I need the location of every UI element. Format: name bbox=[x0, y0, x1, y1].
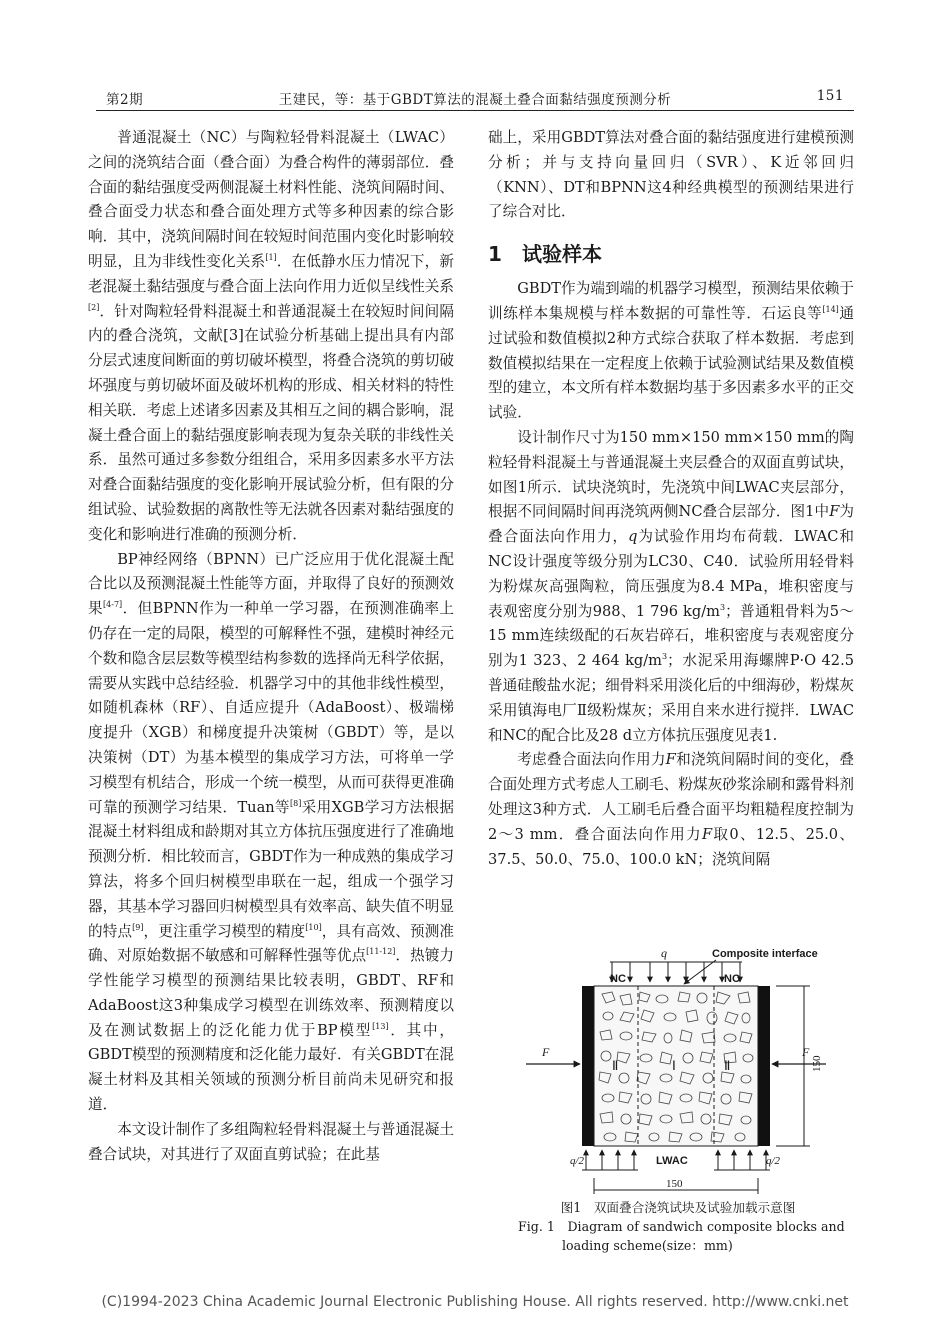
citation: [13] bbox=[372, 1021, 389, 1031]
intro-paragraph-3: 本文设计制作了多组陶粒轻骨料混凝土与普通混凝土叠合试块，对其进行了双面直剪试验；在此基 bbox=[88, 1120, 454, 1163]
label-q2-right: q/2 bbox=[766, 1155, 781, 1167]
page-number: 151 bbox=[816, 88, 844, 104]
citation: [9] bbox=[132, 922, 144, 932]
figure-caption bbox=[508, 1198, 848, 1255]
label-zone-left: Ⅱ bbox=[612, 1058, 619, 1073]
caption-english-line2: loading scheme(size：mm) bbox=[562, 1238, 733, 1253]
label-composite-interface: Composite interface bbox=[712, 948, 818, 960]
label-q: q bbox=[661, 946, 667, 960]
figure-1-diagram bbox=[520, 942, 840, 1196]
top-load-arrows bbox=[612, 962, 740, 982]
label-zone-right: Ⅱ bbox=[724, 1058, 731, 1073]
header-rule bbox=[96, 110, 854, 111]
section-heading bbox=[488, 237, 854, 271]
label-zone-middle: Ⅰ bbox=[672, 1058, 676, 1073]
citation: [8] bbox=[289, 798, 302, 808]
citation: [11-12] bbox=[366, 947, 396, 957]
specimen-block bbox=[594, 986, 758, 1146]
label-f-left: F bbox=[542, 1045, 550, 1059]
section1-paragraph-2: 设计制作尺寸为150 mm×150 mm×150 mm的陶粒轻骨料混凝土与普通混凝土夹层叠合的双面直剪试块，如图1所示．试块浇筑时，先浇筑中间LWAC夹层部分，根据不同间隔时间再浇筑两侧NC叠合层部分．图1中F为叠合面法向作用力，q为试验作用均布荷载．LWAC和NC设计强度等级分别为LC30、C40．试验所用轻骨料为粉煤灰高强陶粒，筒压强度为8.4 MPa，堆积密度与表观密度分别为988、1 796 $kg/m^3$；普通粗骨料为5～15 mm连续级配的石灰岩碎石，堆积密度与表观密度分别为1 323、2 464 $kg/m^3$；水泥采用海螺牌P·O 42.5普通硅酸盐水泥；细骨料采用淡化后的中细海砂，粉煤灰采用镇海电厂Ⅱ级粉煤灰；采用自来水进行搅拌．LWAC和NC的配合比及28 d立方体抗压强度见表1. bbox=[488, 428, 854, 744]
citation: [14] bbox=[822, 305, 839, 315]
left-column bbox=[88, 126, 454, 1167]
left-steel-plate bbox=[582, 986, 594, 1146]
section-title: 试验样本 bbox=[522, 242, 602, 267]
caption-chinese: 图1 双面叠合浇筑试块及试验加载示意图 bbox=[560, 1200, 796, 1215]
intro-paragraph-1: 普通混凝土（NC）与陶粒轻骨料混凝土（LWAC）之间的浇筑结合面（叠合面）为叠合构件的薄弱部位．叠合面的黏结强度受两侧混凝土材料性能、浇筑间隔时间、叠合面受力状态和叠合面处理方式等多种因素的综合影响．其中，浇筑间隔时间在较短时间范围内变化时影响较明显，且为非线性变化关系[1]．在低静水压力情况下，新老混凝土黏结强度与叠合面上法向作用力近似呈线性关系[2]．针对陶粒轻骨料混凝土和普通混凝土在较短时间间隔内的叠合浇筑，文献[3]在试验分析基础上提出具有内部分层式速度间断面的剪切破坏模型，将叠合浇筑的剪切破坏强度与剪切破坏面及破坏机构的形成、相关材料的特性相关联．考虑上述诸多因素及其相互之间的耦合影响，混凝土叠合面上的黏结强度影响表现为复杂关联的非线性关系．虽然可通过多参数分组组合，采用多因素多水平方法对叠合面黏结强度的变化影响开展试验分析，但有限的分组试验、试验数据的离散性等无法就各因素对黏结强度的变化和影响进行准确的预测分析． bbox=[88, 129, 454, 543]
height-dimension bbox=[776, 986, 810, 1146]
citation: [10] bbox=[305, 922, 322, 932]
figure-1 bbox=[520, 942, 840, 1196]
label-lwac: LWAC bbox=[656, 1155, 688, 1167]
intro-paragraph-3-cont: 础上，采用GBDT算法对叠合面的黏结强度进行建模预测分析；并与支持向量回归（SVR）、K近邻回归（KNN）、DT和BPNN这4种经典模型的预测结果进行了综合对比． bbox=[488, 129, 854, 221]
citation: [4-7] bbox=[103, 600, 123, 610]
label-width: 150 bbox=[666, 1178, 683, 1190]
citation: [2] bbox=[88, 302, 100, 312]
composite-pointer bbox=[684, 960, 716, 984]
running-title: 王建民，等：基于GBDT算法的混凝土叠合面黏结强度预测分析 bbox=[278, 92, 672, 108]
section1-paragraph-1: GBDT作为端到端的机器学习模型，预测结果依赖于训练样本集规模与样本数据的可靠性等．石运良等[14]通过试验和数值模拟2种方式综合获取了样本数据．考虑到数值模拟结果在一定程度上依赖于试验测试结果及数值模型的建立，本文所有样本数据均基于多因素多水平的正交试验． bbox=[488, 280, 854, 422]
caption-english bbox=[508, 1217, 848, 1255]
label-nc-right: NC bbox=[724, 973, 740, 985]
caption-english-line1: Fig. 1 Diagram of sandwich composite blocks and bbox=[518, 1219, 845, 1234]
section1-paragraph-3: 考虑叠合面法向作用力F和浇筑间隔时间的变化，叠合面处理方式考虑人工刷毛、粉煤灰砂浆涂刷和露骨料剂处理这3种方式．人工刷毛后叠合面平均粗糙程度控制为2～3 mm．叠合面法向作用力F取0、12.5、25.0、37.5、50.0、75.0、100.0 kN；浇筑间隔 bbox=[488, 751, 854, 868]
section-number: 1 bbox=[488, 242, 502, 267]
intro-paragraph-2: BP神经网络（BPNN）已广泛应用于优化混凝土配合比以及预测混凝土性能等方面，并取得了良好的预测效果[4-7]．但BPNN作为一种单一学习器，在预测准确率上仍存在一定的局限，模型的可解释性不强，建模时神经元个数和隐含层层数等模型结构参数的选择尚无科学依据，需要从实践中总结经验．机器学习中的其他非线性模型，如随机森林（RF）、自适应提升（AdaBoost）、极端梯度提升（XGB）和梯度提升决策树（GBDT）等，是以决策树（DT）为基本模型的集成学习方法，可将单一学习模型有机结合，形成一个统一模型，从而可获得更准确可靠的预测学习结果．Tuan等[8]采用XGB学习方法根据混凝土材料组成和龄期对其立方体抗压强度进行了准确地预测分析．相比较而言，GBDT作为一种成熟的集成学习算法，将多个回归树模型串联在一起，组成一个强学习器，其基本学习器回归树模型具有效率高、缺失值不明显的特点[9]，更注重学习模型的精度[10]，具有高效、预测准确、对原始数据不敏感和可解释性强等优点[11-12]．热镀力学性能学习模型的预测结果比较表明，GBDT、RF和AdaBoost这3种集成学习模型在训练效率、预测精度以及在测试数据上的泛化能力优于BP模型[13]．其中，GBDT模型的预测精度和泛化能力最好．有关GBDT在混凝土材料及其相关领域的预测分析目前尚未见研究和报道． bbox=[88, 550, 455, 1114]
issue-label: 第2期 bbox=[106, 92, 144, 108]
label-height: 150 bbox=[811, 1055, 823, 1072]
label-f-right: F bbox=[802, 1045, 810, 1059]
right-steel-plate bbox=[758, 986, 770, 1146]
label-nc-left: NC bbox=[610, 973, 626, 985]
label-q2-left: q/2 bbox=[570, 1155, 585, 1167]
running-header bbox=[96, 84, 854, 106]
citation: [1] bbox=[265, 253, 277, 263]
right-column bbox=[488, 126, 854, 872]
copyright-footer: (C)1994-2023 China Academic Journal Electronic Publishing House. All rights reserved. http://www.cnki.net bbox=[101, 1294, 849, 1310]
